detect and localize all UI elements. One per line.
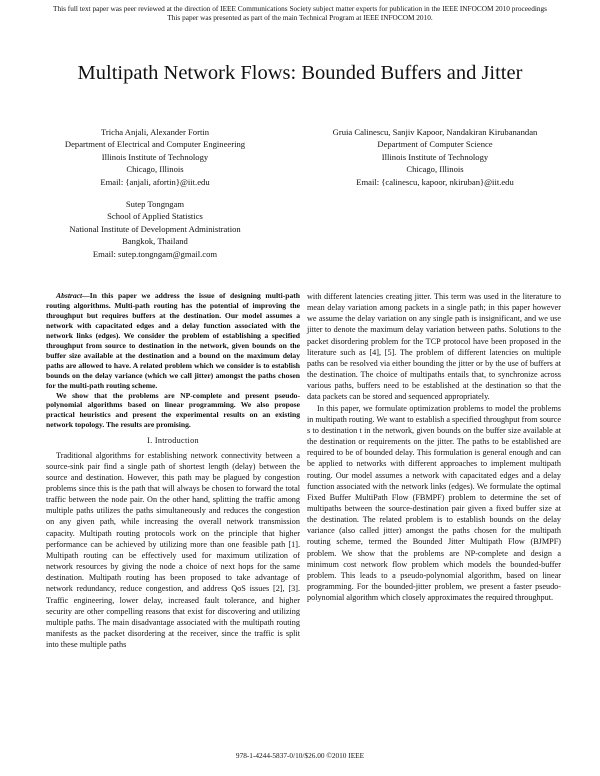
paper-title: Multipath Network Flows: Bounded Buffers and Jitter — [77, 62, 523, 84]
author-names: Sutep Tongngam — [125, 199, 185, 209]
left-column — [46, 291, 300, 650]
author-block-3 — [30, 198, 280, 260]
author-email: Email: sutep.tongngam@gmail.com — [92, 248, 218, 259]
presentation-notice: This paper was presented as part of the main Technical Program at IEEE INFOCOM 2010. — [167, 13, 433, 22]
author-city: Chicago, Illinois — [406, 164, 464, 175]
author-institution: Illinois Institute of Technology — [381, 151, 489, 162]
intro-paragraph-1: Traditional algorithms for establishing network connectivity between a source-sink pair find a single path of shortest length (delay) between the source and destination. However, this path may be plagued by congestion problems since this is the path that will always be chosen to forward the total traffic between the node pair. On the other hand, splitting the traffic among multiple paths utilizes the paths simultaneously and reduces the congestion on any given path, while increasing the overall network transmission capacity. Multipath routing protocols work on the principle that higher performance can be achieved by utilizing more than one feasible path [1]. Multipath routing can be effectively used for maximum utilization of network resources by giving the node a choice of next hops for the same destination. Multipath routing has been proposed to take advantage of network redundancy, reduce congestion, and address QoS issues [2], [3]. Traffic engineering, lower delay, increased fault tolerance, and higher security are other compelling reasons that exist for discovering and utilizing multiple paths. The main disadvantage associated with the multipath routing manifests as the packet disordering at the receiver, since the traffic is split into these multiple paths — [46, 450, 300, 650]
author-institution: National Institute of Development Administration — [69, 223, 241, 234]
intro-paragraph-2: In this paper, we formulate optimization problems to model the problems in multipath routing. We want to establish a specified throughput from source s to destination t in the network, given bounds on the buffer size available at the destination or requirements on the jitter. The paths to be established are required to be of bounded delay. This formulation is general enough and can be applied to networks with different approaches to implement multipath routing. Our model assumes a network with capacitated edges and a delay function associated with the network links (edges). We formulate the optimal Fixed Buffer MultiPath Flow (FBMPF) problem to determine the set of multipaths between the source-destination pair given a fixed buffer size at the destination. The related problem is to establish bounds on the delay variance (also called jitter) amongst the paths chosen for the multipath routing scheme, termed the Bounded Jitter Multipath Flow (BJMPF) problem. We show that the problems are NP-complete and design a minimum cost network flow problem which models the bounded-buffer problem. This leads to a pseudo-polynomial algorithm, based on linear programming. For the bounded-jitter problem, we present a faster pseudo-polynomial algorithm which closely approximates the required throughput. — [307, 403, 561, 603]
author-block-2 — [290, 126, 580, 188]
section-heading: I. Introduction — [147, 436, 199, 446]
author-city: Bangkok, Thailand — [122, 236, 188, 247]
author-email: Email: {calinescu, kapoor, nkiruban}@iit.edu — [356, 176, 514, 187]
right-column — [307, 291, 561, 603]
author-names: Tricha Anjali, Alexander Fortin — [100, 127, 210, 137]
proceedings-notice: This full text paper was peer reviewed at the direction of IEEE Communications Society subject matter experts for publication in the IEEE INFOCOM 2010 proceedings — [52, 4, 548, 13]
intro-paragraph-1-continued: with different latencies creating jitter. This term was used in the literature to mean delay variation among packets in a single path; in this paper however we assume the delay variation on any single path is insignificant, and we use jitter to denote the maximum delay variation between paths. Solutions to the packet disordering problem for the TCP protocol have been proposed in the literature such as [4], [5]. The problem of different latencies on multiple paths can be resolved via either bounding the jitter or by the use of buffers at the destination. The choice of multipaths entails that, to synchronize across various paths, buffers need to be established at the destination so that the data packets can be stored and sequenced appropriately. — [307, 292, 561, 402]
abstract-text: —In this paper we address the issue of designing multi-path routing algorithms. Multi-path routing has the potential of improving the throughput but requires buffers at the destination. Our model assumes a network with capacitated edges and a delay function associated with the network links (edges). We consider the problem of establishing a specified throughput from source to destination in the network, given bounds on the buffer size available at the destination and a bound on the maximum delay paths are allowed to have. A related problem which we consider is to establish bounds on the delay variance (which we call jitter) amongst the paths chosen for the multi-path routing scheme. — [46, 291, 300, 390]
author-institution: Illinois Institute of Technology — [101, 151, 209, 162]
abstract-label: Abstract — [56, 291, 83, 300]
author-names: Gruia Calinescu, Sanjiv Kapoor, Nandakiran Kirubanandan — [332, 127, 538, 137]
copyright-footer: 978-1-4244-5837-0/10/$26.00 ©2010 IEEE — [235, 751, 365, 760]
author-city: Chicago, Illinois — [126, 164, 184, 175]
author-department: School of Applied Statistics — [107, 211, 203, 222]
abstract — [46, 291, 300, 391]
abstract-text-2: We show that the problems are NP-complete and present pseudo-polynomial algorithms based on linear programming. We also propose practical heuristics and present the experimental results on an existing network topology. The results are promising. — [46, 390, 300, 430]
author-department: Department of Electrical and Computer Engineering — [64, 139, 246, 150]
author-department: Department of Computer Science — [377, 139, 493, 150]
author-email: Email: {anjali, afortin}@iit.edu — [100, 176, 210, 187]
author-block-1 — [30, 126, 280, 188]
